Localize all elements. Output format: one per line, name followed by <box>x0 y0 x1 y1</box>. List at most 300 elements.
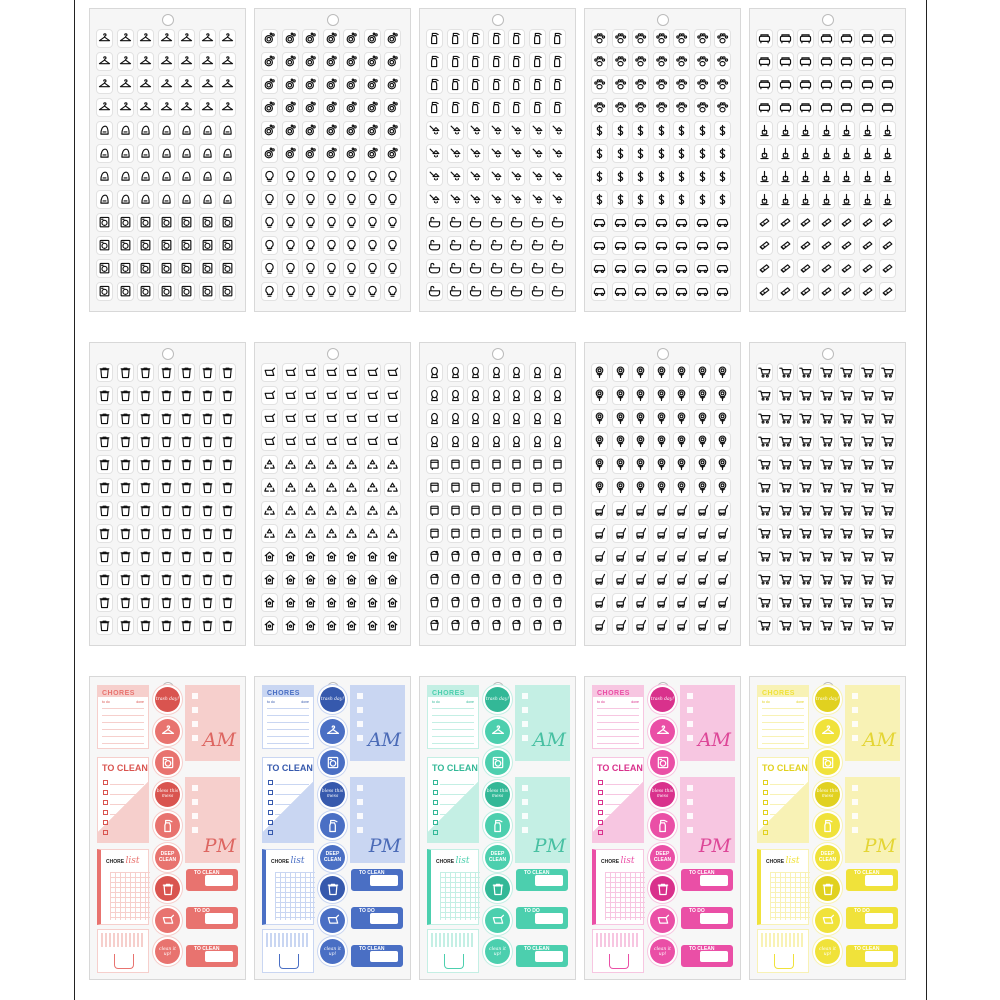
hanger-icon <box>160 32 173 45</box>
flower-icon <box>675 366 688 379</box>
dustpan-icon <box>284 412 297 425</box>
sticker <box>859 259 876 278</box>
shopping-cart-icon <box>758 389 771 402</box>
spray-bottle-icon <box>656 819 670 833</box>
lightbulb-icon <box>345 239 358 252</box>
sticker <box>384 432 401 451</box>
sticker <box>756 547 773 566</box>
sticker-pad <box>199 29 216 48</box>
sticker <box>467 75 484 94</box>
sticker <box>219 121 236 140</box>
dishes-icon <box>304 101 317 114</box>
sticker <box>426 570 443 589</box>
sticker-pad <box>549 236 566 255</box>
sticker <box>673 144 690 163</box>
trash-can-icon <box>201 435 214 448</box>
car-icon <box>614 285 627 298</box>
washer-icon <box>201 216 214 229</box>
sticker-pad <box>612 236 629 255</box>
sticker-pad <box>818 501 835 520</box>
sticker <box>797 455 814 474</box>
hanger-icon <box>98 78 111 91</box>
sticker-pad <box>343 144 360 163</box>
sticker-pad <box>384 144 401 163</box>
shopping-cart-icon <box>758 596 771 609</box>
spray-bottle-icon <box>510 78 523 91</box>
toilet-icon <box>551 366 564 379</box>
sticker <box>777 455 794 474</box>
grid-pad <box>440 872 480 920</box>
sticker-pad <box>818 363 835 382</box>
trash-can-icon <box>221 527 234 540</box>
dustpan-icon <box>345 435 358 448</box>
sticker-pad <box>426 282 443 301</box>
sticker-pad <box>508 259 525 278</box>
lightbulb-icon <box>366 262 379 275</box>
sticker-pad <box>756 501 773 520</box>
sticker <box>653 570 670 589</box>
sponge-icon <box>758 285 771 298</box>
sticker <box>529 363 546 382</box>
sticker <box>714 524 731 543</box>
sticker <box>529 547 546 566</box>
sticker <box>508 570 525 589</box>
sticker-pad <box>508 213 525 232</box>
sticker-pad <box>199 478 216 497</box>
sticker-pad <box>117 547 134 566</box>
sticker-pad <box>859 455 876 474</box>
sticker <box>549 616 566 635</box>
sticker <box>591 213 608 232</box>
shopping-cart-icon <box>861 527 874 540</box>
sticker-pad <box>653 167 670 186</box>
to-clean-sticker <box>262 757 314 843</box>
sticker <box>612 29 629 48</box>
sticker <box>447 121 464 140</box>
sticker <box>673 121 690 140</box>
sticker-pad <box>467 363 484 382</box>
sticker <box>467 259 484 278</box>
sticker <box>653 455 670 474</box>
sticker <box>384 213 401 232</box>
sticker <box>879 616 896 635</box>
sticker-pad <box>694 213 711 232</box>
dustpan-icon <box>161 913 175 927</box>
sticker-pad <box>323 282 340 301</box>
bathtub-icon <box>469 285 482 298</box>
sticker-pad <box>879 570 896 589</box>
trash-can-icon <box>139 458 152 471</box>
sticker-pad <box>261 478 278 497</box>
sticker <box>591 386 608 405</box>
sticker-pad <box>632 75 649 94</box>
sticker <box>797 167 814 186</box>
sticker <box>364 616 381 635</box>
paw-icon <box>614 32 627 45</box>
deep-clean-label: DEEP CLEAN <box>158 851 177 863</box>
spray-bottle-icon <box>428 55 441 68</box>
tab-label-sticker <box>681 869 733 891</box>
trash-can-icon <box>160 527 173 540</box>
am-sticker <box>185 685 240 761</box>
sticker-pad <box>797 282 814 301</box>
car-icon <box>634 262 647 275</box>
sticker-pad <box>447 121 464 140</box>
sticker <box>529 144 546 163</box>
sticker-pad <box>199 121 216 140</box>
hanger-icon <box>98 32 111 45</box>
sticker <box>591 547 608 566</box>
shower-icon <box>469 147 482 160</box>
lawn-mower-icon <box>696 504 709 517</box>
sticker-pad <box>219 593 236 612</box>
sticker-pad <box>879 144 896 163</box>
sticker-pad <box>818 616 835 635</box>
dollar-icon <box>675 193 688 206</box>
lightbulb-icon <box>345 170 358 183</box>
shopping-cart-icon <box>779 573 792 586</box>
bucket-icon <box>449 573 462 586</box>
sticker <box>447 190 464 209</box>
sticker-pad <box>756 259 773 278</box>
sticker <box>384 478 401 497</box>
sticker <box>302 144 319 163</box>
shopping-cart-icon <box>840 412 853 425</box>
sticker <box>219 190 236 209</box>
sticker-pad <box>549 282 566 301</box>
am-label: AM <box>697 729 731 751</box>
sticker <box>714 547 731 566</box>
sticker-pad <box>653 282 670 301</box>
grid-pad <box>275 872 315 920</box>
sticker <box>488 547 505 566</box>
dollar-icon <box>634 170 647 183</box>
sticker <box>838 98 855 117</box>
spray-bottle-icon <box>510 32 523 45</box>
sticker <box>859 98 876 117</box>
car-icon <box>675 239 688 252</box>
sticker-pad <box>859 52 876 71</box>
sticker-pad <box>673 593 690 612</box>
sticker <box>364 121 381 140</box>
shopping-cart-icon <box>758 458 771 471</box>
lawn-mower-icon <box>593 527 606 540</box>
am-label: AM <box>367 729 401 751</box>
bucket-icon <box>428 619 441 632</box>
shopping-cart-icon <box>799 527 812 540</box>
sticker <box>343 432 360 451</box>
circle-sticker <box>815 813 840 838</box>
trash-can-icon <box>201 389 214 402</box>
sticker <box>879 409 896 428</box>
sticker <box>343 593 360 612</box>
sticker <box>694 29 711 48</box>
car-icon <box>696 239 709 252</box>
sticker-pad <box>282 190 299 209</box>
sticker-pad <box>756 478 773 497</box>
spray-bottle-icon <box>491 819 505 833</box>
sticker <box>859 52 876 71</box>
sticker <box>158 121 175 140</box>
sticker <box>508 167 525 186</box>
sticker <box>447 386 464 405</box>
sticker-pad <box>612 547 629 566</box>
circle-sticker <box>815 908 840 933</box>
sticker-pad <box>323 386 340 405</box>
sticker <box>838 144 855 163</box>
sticker <box>632 432 649 451</box>
sticker-pad <box>612 363 629 382</box>
flower-icon <box>655 389 668 402</box>
sticker-pad <box>384 386 401 405</box>
trash-can-icon <box>98 458 111 471</box>
sticker-pad <box>694 455 711 474</box>
sticker <box>117 29 134 48</box>
sticker <box>859 190 876 209</box>
sticker-pad <box>343 501 360 520</box>
sticker-pad <box>447 524 464 543</box>
dustpan-icon <box>325 435 338 448</box>
shopping-cart-icon <box>779 458 792 471</box>
sticker-pad <box>199 409 216 428</box>
shopping-cart-icon <box>820 435 833 448</box>
sticker <box>653 501 670 520</box>
sticker <box>323 478 340 497</box>
sticker <box>694 75 711 94</box>
sticker-pad <box>158 570 175 589</box>
icon-field <box>426 363 571 641</box>
sticker-pad <box>879 409 896 428</box>
sticker-pad <box>612 29 629 48</box>
sticker-pad <box>549 409 566 428</box>
recycle-icon <box>325 527 338 540</box>
sticker-pad <box>714 455 731 474</box>
shopping-cart-icon <box>758 573 771 586</box>
sticker-pad <box>838 570 855 589</box>
sticker <box>447 363 464 382</box>
sticker-pad <box>591 570 608 589</box>
sticker-pad <box>261 547 278 566</box>
sticker <box>818 593 835 612</box>
car-icon <box>716 239 729 252</box>
sticker-pad <box>612 570 629 589</box>
circle-sticker <box>650 750 675 775</box>
sticker-pad <box>199 167 216 186</box>
spray-bottle-icon <box>469 55 482 68</box>
sticker-pad <box>199 259 216 278</box>
sticker <box>838 52 855 71</box>
sticker-pad <box>591 190 608 209</box>
sticker <box>777 190 794 209</box>
spray-bottle-icon <box>490 78 503 91</box>
trash-can-icon <box>160 481 173 494</box>
bathtub-icon <box>510 239 523 252</box>
dustpan-icon <box>263 366 276 379</box>
sticker-pad <box>219 29 236 48</box>
sticker-pad <box>364 213 381 232</box>
sticker <box>199 259 216 278</box>
sticker-pad <box>714 98 731 117</box>
paw-icon <box>696 101 709 114</box>
sticker-pad <box>323 29 340 48</box>
sticker-pad <box>158 282 175 301</box>
sticker <box>261 570 278 589</box>
bathtub-icon <box>490 239 503 252</box>
sticker-pad <box>879 501 896 520</box>
sticker <box>96 616 113 635</box>
sticker <box>158 259 175 278</box>
paw-icon <box>593 78 606 91</box>
lightbulb-icon <box>304 262 317 275</box>
sticker-pad <box>879 616 896 635</box>
sticker-pad <box>508 547 525 566</box>
sticker-pad <box>818 190 835 209</box>
dustpan-icon <box>386 412 399 425</box>
sticker <box>261 455 278 474</box>
sticker-pad <box>714 363 731 382</box>
sticker <box>529 98 546 117</box>
sticker-pad <box>673 236 690 255</box>
sticker-pad <box>777 386 794 405</box>
recycle-icon <box>284 481 297 494</box>
sticker-pad <box>137 478 154 497</box>
sticker-pad <box>591 363 608 382</box>
sticker <box>818 167 835 186</box>
sticker-pad <box>673 363 690 382</box>
sticker <box>199 363 216 382</box>
trash-can-icon <box>139 504 152 517</box>
bucket-icon <box>510 596 523 609</box>
sticker-pad <box>612 455 629 474</box>
sticker-pad <box>714 75 731 94</box>
sticker-pad <box>261 236 278 255</box>
sticker-pad <box>137 121 154 140</box>
bathtub-icon <box>490 285 503 298</box>
vacuum-icon <box>820 193 833 206</box>
sticker-pad <box>96 190 113 209</box>
sticker-pad <box>384 363 401 382</box>
dollar-icon <box>655 193 668 206</box>
shower-icon <box>469 124 482 137</box>
sticker <box>426 236 443 255</box>
sticker <box>96 213 113 232</box>
sticker <box>137 29 154 48</box>
sticker-pad <box>117 167 134 186</box>
trash-can-icon <box>160 412 173 425</box>
sticker-pad <box>756 52 773 71</box>
sticker-pad <box>859 432 876 451</box>
vacuum-icon <box>881 170 894 183</box>
sticker-pad <box>859 524 876 543</box>
sofa-icon <box>881 32 894 45</box>
sticker-sheet <box>749 676 906 980</box>
sticker <box>632 524 649 543</box>
sticker-pad <box>777 478 794 497</box>
sticker-pad <box>158 432 175 451</box>
sticker <box>158 144 175 163</box>
lawn-mower-icon <box>655 550 668 563</box>
sticker <box>364 593 381 612</box>
lightbulb-icon <box>386 285 399 298</box>
sticker <box>529 282 546 301</box>
sticker <box>632 75 649 94</box>
sticker <box>488 524 505 543</box>
stripe-band <box>596 933 640 947</box>
sticker <box>261 547 278 566</box>
washer-icon <box>180 216 193 229</box>
sponge-icon <box>881 239 894 252</box>
washer-icon <box>201 262 214 275</box>
sticker <box>219 98 236 117</box>
dishes-icon <box>345 32 358 45</box>
bathtub-icon <box>428 216 441 229</box>
circle-sticker <box>485 687 510 712</box>
sticker <box>714 616 731 635</box>
sticker-pad <box>426 363 443 382</box>
sponge-icon <box>779 216 792 229</box>
sticker-pad <box>199 52 216 71</box>
sticker-pad <box>549 29 566 48</box>
circle-sticker <box>485 750 510 775</box>
sticker <box>777 616 794 635</box>
washer-icon <box>201 239 214 252</box>
recycle-icon <box>263 458 276 471</box>
sticker <box>612 98 629 117</box>
sticker <box>158 432 175 451</box>
sofa-icon <box>840 55 853 68</box>
sticker <box>797 282 814 301</box>
shopping-cart-icon <box>799 366 812 379</box>
sticker-pad <box>302 29 319 48</box>
sticker <box>879 570 896 589</box>
shower-icon <box>428 124 441 137</box>
sticker <box>426 547 443 566</box>
vacuum-icon <box>758 193 771 206</box>
sticker <box>714 29 731 48</box>
sticker-pad <box>261 386 278 405</box>
shopping-cart-icon <box>840 550 853 563</box>
shopping-cart-icon <box>861 619 874 632</box>
iron-icon <box>221 170 234 183</box>
car-icon <box>634 216 647 229</box>
shopping-cart-icon <box>861 596 874 609</box>
sticker-pad <box>364 236 381 255</box>
dollar-icon <box>634 193 647 206</box>
shower-icon <box>510 124 523 137</box>
washer-icon <box>98 239 111 252</box>
hanger-icon <box>821 724 835 738</box>
sticker <box>426 455 443 474</box>
chore-list-title: CHORE list <box>766 856 800 866</box>
sticker-pad <box>261 282 278 301</box>
sticker-pad <box>818 570 835 589</box>
sticker-pad <box>818 455 835 474</box>
sticker <box>879 98 896 117</box>
sticker-pad <box>756 570 773 589</box>
sticker <box>673 213 690 232</box>
sponge-icon <box>840 216 853 229</box>
trash-can-icon <box>119 481 132 494</box>
birdhouse-icon <box>366 596 379 609</box>
pm-sticker <box>845 777 900 863</box>
sticker-pad <box>364 167 381 186</box>
dustpan-icon <box>304 366 317 379</box>
tab-label-sticker <box>681 907 733 929</box>
trash-can-icon <box>139 389 152 402</box>
sticker <box>529 259 546 278</box>
sticker-pad <box>364 144 381 163</box>
sticker-pad <box>714 29 731 48</box>
